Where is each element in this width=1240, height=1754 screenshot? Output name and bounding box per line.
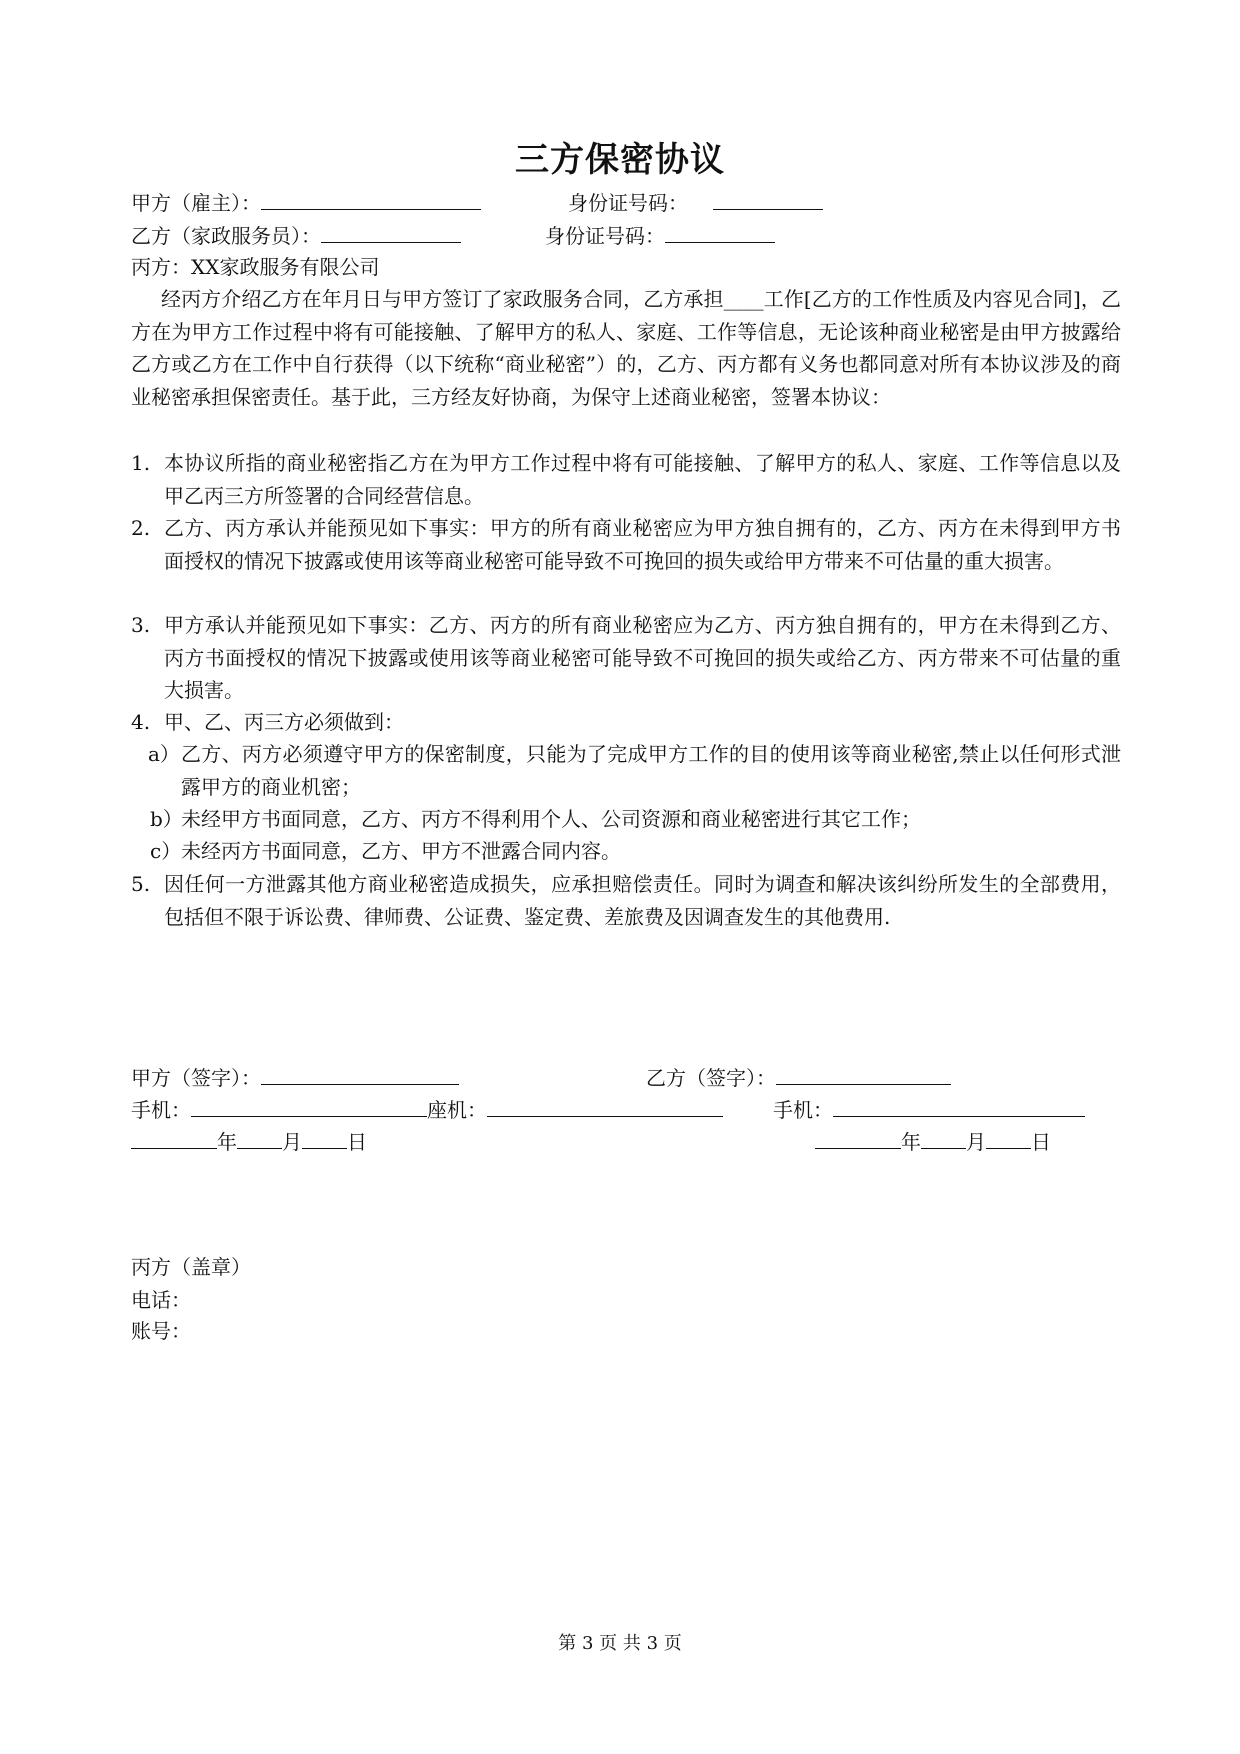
day-blank-1[interactable] bbox=[302, 1126, 347, 1149]
phone-label: 电话： bbox=[131, 1288, 191, 1312]
mobile-label-2: 手机： bbox=[773, 1098, 833, 1122]
mobile-blank-1[interactable] bbox=[191, 1094, 427, 1117]
subclause-number: b） bbox=[150, 807, 183, 831]
account-label: 账号： bbox=[131, 1319, 191, 1343]
page-footer: 第 3 页 共 3 页 bbox=[558, 1633, 682, 1654]
clause-5 bbox=[131, 868, 1121, 933]
day-label-1: 日 bbox=[347, 1130, 367, 1154]
clause-number: 3. bbox=[131, 613, 151, 637]
id-blank-1[interactable] bbox=[713, 187, 823, 210]
party-a-label: 甲方（雇主）： bbox=[131, 191, 261, 215]
mobile-line-1 bbox=[131, 1094, 723, 1125]
month-label-1: 月 bbox=[282, 1130, 302, 1154]
month-blank-1[interactable] bbox=[237, 1126, 282, 1149]
party-a-sign-label: 甲方（签字）： bbox=[131, 1066, 261, 1090]
clause-text: 乙方、丙方承认并能预见如下事实：甲方的所有商业秘密应为甲方独自拥有的，乙方、丙方在未得到甲方书面授权的情况下披露或使用该等商业秘密可能导致不可挽回的损失或给甲方带来不可估量的重大损害。 bbox=[164, 516, 1121, 573]
party-b-sign-label: 乙方（签字）： bbox=[646, 1066, 776, 1090]
subclause-a bbox=[148, 738, 1121, 803]
document-title: 三方保密协议 bbox=[515, 140, 725, 180]
id-label-1: 身份证号码： bbox=[568, 191, 688, 215]
date-line-1 bbox=[131, 1126, 367, 1157]
clause-text: 甲、乙、丙三方必须做到： bbox=[164, 710, 404, 734]
year-blank-1[interactable] bbox=[131, 1126, 217, 1149]
id-blank-2[interactable] bbox=[665, 220, 775, 243]
party-a-line bbox=[131, 187, 481, 218]
clause-text: 因任何一方泄露其他方商业秘密造成损失，应承担赔偿责任。同时为调查和解决该纠纷所发生的全部费用，包括但不限于诉讼费、律师费、公证费、鉴定费、差旅费及因调查发生的其他费用. bbox=[164, 872, 1121, 929]
mobile-label-1: 手机： bbox=[131, 1098, 191, 1122]
clause-number: 5. bbox=[131, 872, 151, 896]
mobile-line-2 bbox=[773, 1094, 1085, 1125]
party-a-sign-blank[interactable] bbox=[261, 1062, 459, 1085]
party-c-seal: 丙方（盖章） bbox=[131, 1255, 251, 1279]
year-label-1: 年 bbox=[217, 1130, 237, 1154]
subclause-text: 未经丙方书面同意，乙方、甲方不泄露合同内容。 bbox=[181, 839, 621, 863]
clause-number: 4. bbox=[131, 710, 151, 734]
year-label-2: 年 bbox=[901, 1130, 921, 1154]
party-c-line: 丙方：XX家政服务有限公司 bbox=[131, 255, 380, 279]
day-blank-2[interactable] bbox=[986, 1126, 1031, 1149]
year-blank-2[interactable] bbox=[815, 1126, 901, 1149]
party-b-blank[interactable] bbox=[321, 220, 461, 243]
party-a-blank[interactable] bbox=[261, 187, 481, 210]
clause-number: 1. bbox=[131, 451, 151, 475]
clause-2 bbox=[131, 512, 1121, 577]
subclause-text: 乙方、丙方必须遵守甲方的保密制度，只能为了完成甲方工作的目的使用该等商业秘密,禁止以任何形式泄露甲方的商业机密； bbox=[181, 742, 1121, 799]
day-label-2: 日 bbox=[1031, 1130, 1051, 1154]
party-b-label: 乙方（家政服务员）： bbox=[131, 224, 321, 248]
clause-text: 本协议所指的商业秘密指乙方在为甲方工作过程中将有可能接触、了解甲方的私人、家庭、工作等信息以及甲乙丙三方所签署的合同经营信息。 bbox=[164, 451, 1121, 508]
id-label-2: 身份证号码： bbox=[545, 224, 665, 248]
subclause-text: 未经甲方书面同意，乙方、丙方不得利用个人、公司资源和商业秘密进行其它工作； bbox=[181, 807, 921, 831]
intro-paragraph: 经丙方介绍乙方在年月日与甲方签订了家政服务合同，乙方承担____工作[乙方的工作性质及内容见合同]，乙方在为甲方工作过程中将有可能接触、了解甲方的私人、家庭、工作等信息，无论该种商业秘密是由甲方披露给乙方或乙方在工作中自行获得（以下统称“商业秘密”）的，乙方、丙方都有义务也都同意对所有本协议涉及的商业秘密承担保密责任。基于此，三方经友好协商，为保守上述商业秘密，签署本协议： bbox=[131, 287, 1121, 409]
subclause-b bbox=[150, 803, 1121, 836]
subclause-number: c） bbox=[150, 839, 182, 863]
mobile-blank-2[interactable] bbox=[833, 1094, 1085, 1117]
clause-number: 2. bbox=[131, 516, 151, 540]
landline-label: 座机： bbox=[427, 1098, 487, 1122]
party-a-sign-line bbox=[131, 1062, 459, 1093]
party-b-sign-line bbox=[646, 1062, 951, 1093]
month-blank-2[interactable] bbox=[921, 1126, 966, 1149]
month-label-2: 月 bbox=[966, 1130, 986, 1154]
party-b-line bbox=[131, 220, 461, 251]
clause-3 bbox=[131, 609, 1121, 707]
party-b-sign-blank[interactable] bbox=[776, 1062, 951, 1085]
subclause-number: a） bbox=[148, 742, 180, 766]
date-line-2 bbox=[815, 1126, 1051, 1157]
clause-1 bbox=[131, 447, 1121, 512]
id-line-1 bbox=[568, 187, 823, 218]
clause-4 bbox=[131, 706, 1121, 739]
id-line-2 bbox=[545, 220, 775, 251]
clause-text: 甲方承认并能预见如下事实：乙方、丙方的所有商业秘密应为乙方、丙方独自拥有的，甲方在未得到乙方、丙方书面授权的情况下披露或使用该等商业秘密可能导致不可挽回的损失或给乙方、丙方带来不可估量的重大损害。 bbox=[164, 613, 1121, 702]
landline-blank[interactable] bbox=[487, 1094, 723, 1117]
subclause-c bbox=[150, 835, 1121, 868]
